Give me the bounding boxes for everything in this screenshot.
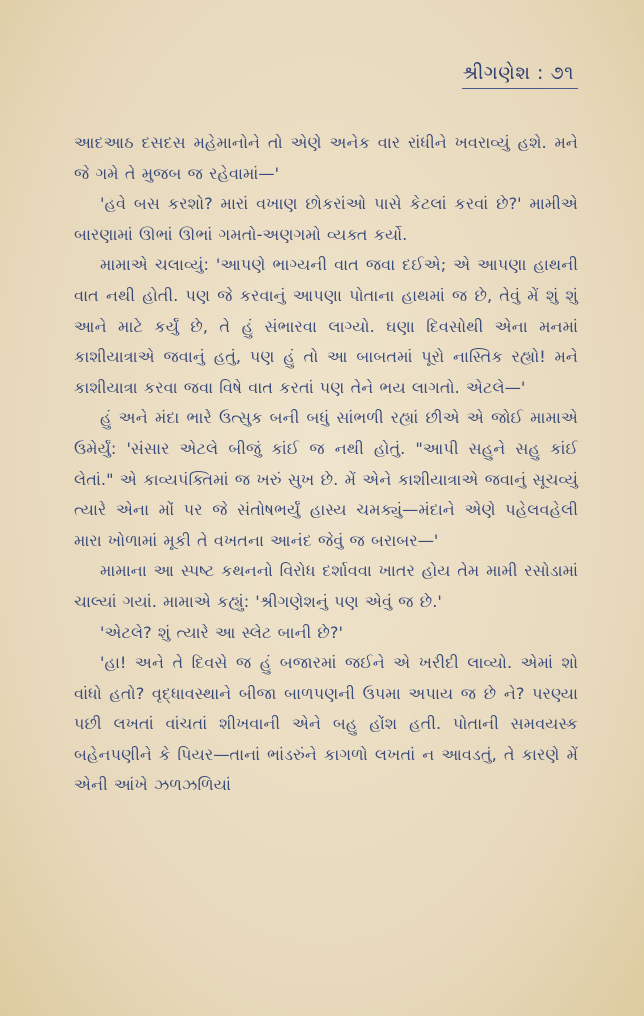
running-head: શ્રીગણેશ : ૭૧ (462, 62, 578, 89)
paragraph-4: હું અને મંદા ભારે ઉત્સુક બની બધું સાંભળી રહ્યાં છીએ એ જોઈ મામાએ ઉમેર્યું: 'સંસાર એટલે બીજું કાંઈ જ નથી હોતું. "આપી સહુને સહુ કાંઈ લેતાં." એ કાવ્યપંક્તિમાં જ ખરું સુખ છે. મેં એને કાશીયાત્રાએ જવાનું સૂચવ્યું ત્યારે એના મોં પર જે સંતોષભર્યું હાસ્ય ચમક્યું—મંદાને એણે પહેલવહેલી મારા ખોળામાં મૂકી તે વખતના આનંદ જેવું જ બરાબર—' (74, 408, 578, 550)
paragraph-1: આદઆઠ દસદસ મહેમાનોને તો એણે અનેક વાર રાંધીને ખવરાવ્યું હશે. મને જે ગમે તે મુજબ જ રહેવામાં—' (74, 133, 578, 183)
paragraph-3: મામાએ ચલાવ્યું: 'આપણે ભાગ્યની વાત જવા દઈએ; એ આપણા હાથની વાત નથી હોતી. પણ જે કરવાનું આપણા પોતાના હાથમાં જ છે, તેવું મેં શું શું આને માટે કર્યું છે, તે હું સંભારવા લાગ્યો. ઘણા દિવસોથી એના મનમાં કાશીયાત્રાએ જવાનું હતું, પણ હું તો આ બાબતમાં પૂરો નાસ્તિક રહ્યો! મને કાશીયાત્રા કરવા જવા વિષે વાત કરતાં પણ તેને ભય લાગતો. એટલે—' (74, 255, 578, 397)
paragraph-7: 'હા! અને તે દિવસે જ હું બજારમાં જઈને એ ખરીદી લાવ્યો. એમાં શો વાંધો હતો? વૃદ્ધાવસ્થાને બીજા બાળપણની ઉપમા અપાય જ છે ને? પરણ્યા પછી લખતાં વાંચતાં શીખવાની એને બહુ હોંશ હતી. પોતાની સમવયસ્ક બહેનપણીને કે પિયર—તાનાં ભાંડરુંને કાગળો લખતાં ન આવડતું, તે કારણે મેં એની આંખે ઝળઝળિયાં (74, 653, 578, 795)
body-text (74, 128, 578, 801)
paragraph-5: મામાના આ સ્પષ્ટ કથનનો વિરોધ દર્શાવવા ખાતર હોય તેમ મામી રસોડામાં ચાલ્યાં ગયાં. મામાએ કહ્યું: 'શ્રીગણેશનું પણ એવું જ છે.' (74, 561, 578, 611)
paragraph-2: 'હવે બસ કરશો? મારાં વખાણ છોકરાંઓ પાસે કેટલાં કરવાં છે?' મામીએ બારણામાં ઊભાં ઊભાં ગમતો-અણગમો વ્યક્ત કર્યો. (74, 194, 578, 244)
page-header (74, 62, 578, 106)
paragraph-6: 'એટલે? શું ત્યારે આ સ્લેટ બાની છે?' (100, 622, 343, 642)
